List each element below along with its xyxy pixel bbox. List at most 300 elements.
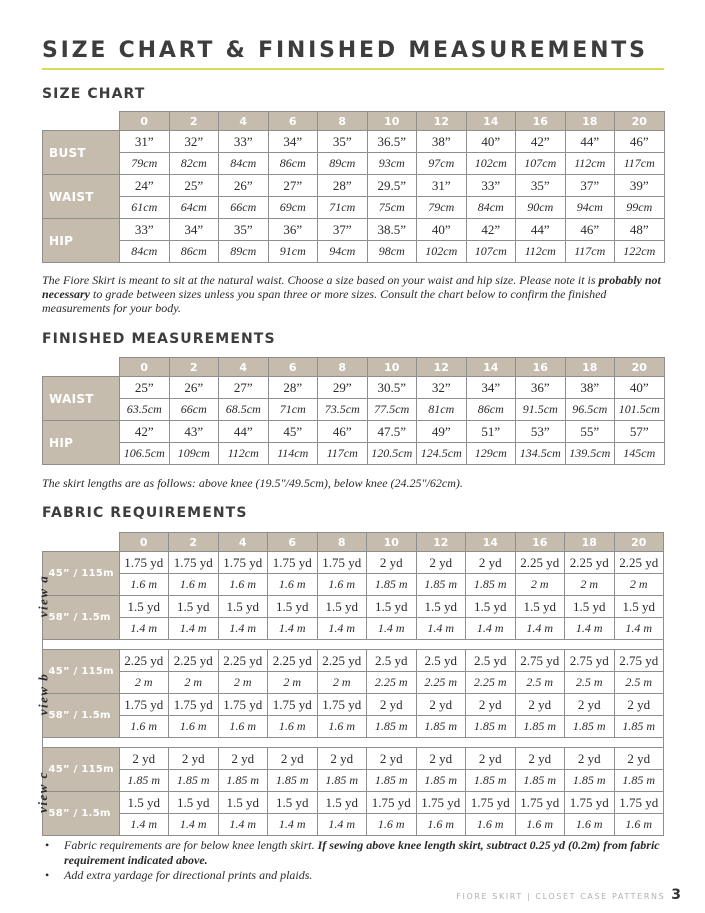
meter-cell: 1.4 m [119, 814, 169, 836]
imperial-cell: 47.5” [367, 421, 417, 443]
meter-cell: 1.6 m [515, 814, 565, 836]
imperial-cell: 27” [219, 377, 269, 399]
imperial-cell: 35” [516, 175, 566, 197]
size-header-14: 14 [466, 533, 516, 552]
yardage-cell: 1.5 yd [515, 596, 565, 618]
metric-cell: 117cm [615, 153, 665, 175]
meter-cell: 1.6 m [466, 814, 516, 836]
size-header-0: 0 [119, 533, 169, 552]
fabric-width-label: 45” / 115m [42, 552, 119, 596]
metric-cell: 82cm [169, 153, 219, 175]
yardage-cell: 1.5 yd [367, 596, 417, 618]
table-row [22, 792, 664, 814]
yardage-cell: 2 yd [466, 748, 516, 770]
yardage-cell: 2.25 yd [119, 650, 169, 672]
size-header-12: 12 [417, 358, 467, 377]
meter-cell: 1.4 m [317, 618, 367, 640]
view-label-text: view c [34, 770, 50, 813]
yardage-cell: 2 yd [466, 552, 516, 574]
meter-cell: 1.6 m [614, 814, 664, 836]
imperial-cell: 44” [516, 219, 566, 241]
table-row [43, 175, 665, 197]
imperial-cell: 44” [219, 421, 269, 443]
fabric-notes-list [42, 838, 672, 883]
metric-cell: 120.5cm [367, 443, 417, 465]
yardage-cell: 2 yd [416, 694, 466, 716]
yardage-cell: 1.5 yd [614, 596, 664, 618]
yardage-cell: 2.5 yd [416, 650, 466, 672]
imperial-cell: 37” [565, 175, 615, 197]
meter-cell: 2 m [515, 574, 565, 596]
imperial-cell: 36” [268, 219, 318, 241]
corner-cell [43, 358, 120, 377]
size-header-6: 6 [268, 533, 318, 552]
yardage-cell: 1.5 yd [119, 596, 169, 618]
skirt-length-note: The skirt lengths are as follows: above knee (19.5"/49.5cm), below knee (24.25"/62cm). [42, 476, 463, 490]
meter-cell: 1.4 m [218, 618, 268, 640]
yardage-cell: 2.75 yd [565, 650, 615, 672]
yardage-cell: 2 yd [218, 748, 268, 770]
table-row [22, 672, 664, 694]
meter-cell: 1.4 m [218, 814, 268, 836]
metric-cell: 84cm [120, 241, 170, 263]
meter-cell: 1.6 m [119, 716, 169, 738]
meter-cell: 1.6 m [218, 716, 268, 738]
yardage-cell: 2 yd [367, 694, 417, 716]
size-header-20: 20 [615, 112, 665, 131]
size-header-16: 16 [515, 533, 565, 552]
meter-cell: 1.85 m [268, 770, 318, 792]
imperial-cell: 26” [169, 377, 219, 399]
metric-cell: 102cm [417, 241, 467, 263]
meter-cell: 1.85 m [466, 574, 516, 596]
finished-measurements-heading: FINISHED MEASUREMENTS [42, 331, 276, 347]
yardage-cell: 2 yd [416, 552, 466, 574]
yardage-cell: 2 yd [515, 748, 565, 770]
size-header-2: 2 [169, 358, 219, 377]
page-title: SIZE CHART & FINISHED MEASUREMENTS [42, 38, 648, 63]
metric-cell: 71cm [268, 399, 318, 421]
metric-cell: 81cm [417, 399, 467, 421]
size-header-18: 18 [565, 112, 615, 131]
yardage-cell: 2.25 yd [218, 650, 268, 672]
meter-cell: 1.4 m [268, 618, 318, 640]
imperial-cell: 29” [318, 377, 368, 399]
imperial-cell: 40” [466, 131, 516, 153]
imperial-cell: 28” [268, 377, 318, 399]
meter-cell: 1.85 m [614, 716, 664, 738]
imperial-cell: 27” [268, 175, 318, 197]
imperial-cell: 46” [615, 131, 665, 153]
meter-cell: 1.6 m [367, 814, 417, 836]
size-header-12: 12 [417, 112, 467, 131]
size-header-4: 4 [219, 112, 269, 131]
metric-cell: 77.5cm [367, 399, 417, 421]
imperial-cell: 35” [318, 131, 368, 153]
metric-cell: 91.5cm [516, 399, 566, 421]
metric-cell: 107cm [516, 153, 566, 175]
imperial-cell: 46” [565, 219, 615, 241]
metric-cell: 71cm [318, 197, 368, 219]
metric-cell: 66cm [219, 197, 269, 219]
yardage-cell: 1.5 yd [218, 792, 268, 814]
meter-cell: 2 m [317, 672, 367, 694]
yardage-cell: 1.5 yd [218, 596, 268, 618]
table-row [43, 421, 665, 443]
table-row [22, 770, 664, 792]
imperial-cell: 33” [219, 131, 269, 153]
size-header-20: 20 [615, 358, 665, 377]
size-header-0: 0 [120, 112, 170, 131]
yardage-cell: 2 yd [119, 748, 169, 770]
meter-cell: 1.85 m [416, 716, 466, 738]
corner-cell [42, 533, 119, 552]
metric-cell: 73.5cm [318, 399, 368, 421]
metric-cell: 84cm [219, 153, 269, 175]
size-header-2: 2 [169, 112, 219, 131]
table-row [43, 131, 665, 153]
yardage-cell: 2 yd [268, 748, 318, 770]
yardage-cell: 2 yd [317, 748, 367, 770]
imperial-cell: 36.5” [367, 131, 417, 153]
yardage-cell: 1.5 yd [268, 596, 318, 618]
imperial-cell: 34” [268, 131, 318, 153]
imperial-cell: 49” [417, 421, 467, 443]
meter-cell: 1.4 m [515, 618, 565, 640]
imperial-cell: 35” [219, 219, 269, 241]
yardage-cell: 2 yd [466, 694, 516, 716]
meter-cell: 1.85 m [565, 716, 615, 738]
table-row [43, 377, 665, 399]
imperial-cell: 40” [417, 219, 467, 241]
meter-cell: 1.4 m [367, 618, 417, 640]
meter-cell: 1.6 m [317, 716, 367, 738]
fabric-requirements-heading: FABRIC REQUIREMENTS [42, 505, 248, 521]
meter-cell: 1.85 m [466, 716, 516, 738]
corner-cell [43, 112, 120, 131]
meter-cell: 1.85 m [466, 770, 516, 792]
meter-cell: 1.85 m [416, 574, 466, 596]
size-header-6: 6 [268, 112, 318, 131]
meter-cell: 1.85 m [565, 770, 615, 792]
fabric-note-item: • Fabric requirements are for below knee length skirt. If sewing above knee length skirt, subtract 0.25 yd (0.2m) from fabric requirement indicated above. [42, 838, 672, 868]
metric-cell: 94cm [318, 241, 368, 263]
meter-cell: 1.4 m [268, 814, 318, 836]
imperial-cell: 36” [516, 377, 566, 399]
imperial-cell: 31” [417, 175, 467, 197]
view-label [22, 552, 51, 640]
imperial-cell: 37” [318, 219, 368, 241]
meter-cell: 2 m [169, 672, 219, 694]
fabric-width-label: 58” / 1.5m [42, 596, 119, 640]
yardage-cell: 1.5 yd [317, 596, 367, 618]
table-row [43, 153, 665, 175]
imperial-cell: 28” [318, 175, 368, 197]
meter-cell: 1.85 m [317, 770, 367, 792]
metric-cell: 63.5cm [120, 399, 170, 421]
row-label: WAIST [43, 377, 120, 421]
metric-cell: 96.5cm [565, 399, 615, 421]
meter-cell: 2.5 m [614, 672, 664, 694]
metric-cell: 93cm [367, 153, 417, 175]
spacer-cell [22, 738, 42, 748]
yardage-cell: 2.25 yd [268, 650, 318, 672]
meter-cell: 1.85 m [367, 574, 417, 596]
meter-cell: 1.6 m [169, 574, 219, 596]
yardage-cell: 2 yd [169, 748, 219, 770]
imperial-cell: 34” [169, 219, 219, 241]
fabric-width-label: 58” / 1.5m [42, 694, 119, 738]
metric-cell: 122cm [615, 241, 665, 263]
meter-cell: 1.85 m [515, 770, 565, 792]
yardage-cell: 1.75 yd [416, 792, 466, 814]
row-label: HIP [43, 219, 120, 263]
yardage-cell: 2.25 yd [169, 650, 219, 672]
yardage-cell: 1.5 yd [416, 596, 466, 618]
imperial-cell: 40” [615, 377, 665, 399]
metric-cell: 68.5cm [219, 399, 269, 421]
spacer-cell [42, 640, 664, 650]
row-label: BUST [43, 131, 120, 175]
metric-cell: 97cm [417, 153, 467, 175]
fabric-width-label: 45” / 115m [42, 650, 119, 694]
yardage-cell: 1.75 yd [614, 792, 664, 814]
metric-cell: 61cm [120, 197, 170, 219]
meter-cell: 1.6 m [416, 814, 466, 836]
row-spacer [22, 640, 664, 650]
meter-cell: 1.85 m [515, 716, 565, 738]
imperial-cell: 53” [516, 421, 566, 443]
metric-cell: 139.5cm [565, 443, 615, 465]
imperial-cell: 46” [318, 421, 368, 443]
meter-cell: 1.4 m [169, 814, 219, 836]
metric-cell: 107cm [466, 241, 516, 263]
meter-cell: 1.4 m [416, 618, 466, 640]
metric-cell: 129cm [466, 443, 516, 465]
imperial-cell: 34” [466, 377, 516, 399]
row-label: WAIST [43, 175, 120, 219]
size-header-2: 2 [169, 533, 219, 552]
size-header-8: 8 [317, 533, 367, 552]
size-header-14: 14 [466, 112, 516, 131]
meter-cell: 2 m [119, 672, 169, 694]
yardage-cell: 1.5 yd [119, 792, 169, 814]
yardage-cell: 2 yd [416, 748, 466, 770]
metric-cell: 79cm [417, 197, 467, 219]
metric-cell: 117cm [565, 241, 615, 263]
imperial-cell: 57” [615, 421, 665, 443]
page-footer [456, 884, 681, 903]
page-number: 3 [671, 887, 681, 903]
yardage-cell: 2.25 yd [515, 552, 565, 574]
metric-cell: 112cm [565, 153, 615, 175]
yardage-cell: 1.5 yd [169, 792, 219, 814]
metric-cell: 64cm [169, 197, 219, 219]
metric-cell: 86cm [268, 153, 318, 175]
size-header-20: 20 [614, 533, 664, 552]
size-header-8: 8 [318, 358, 368, 377]
yardage-cell: 1.75 yd [367, 792, 417, 814]
metric-cell: 90cm [516, 197, 566, 219]
imperial-cell: 31” [120, 131, 170, 153]
yardage-cell: 1.5 yd [565, 596, 615, 618]
meter-cell: 1.4 m [119, 618, 169, 640]
yardage-cell: 1.75 yd [218, 694, 268, 716]
metric-cell: 69cm [268, 197, 318, 219]
yardage-cell: 1.75 yd [317, 694, 367, 716]
yardage-cell: 2.25 yd [614, 552, 664, 574]
size-header-18: 18 [565, 358, 615, 377]
imperial-cell: 25” [169, 175, 219, 197]
yardage-cell: 2 yd [367, 552, 417, 574]
yardage-cell: 2.75 yd [515, 650, 565, 672]
table-row [43, 399, 665, 421]
meter-cell: 2 m [218, 672, 268, 694]
imperial-cell: 38” [417, 131, 467, 153]
yardage-cell: 1.5 yd [317, 792, 367, 814]
table-row [43, 219, 665, 241]
size-header-12: 12 [416, 533, 466, 552]
size-chart-table [42, 111, 665, 263]
size-header-8: 8 [318, 112, 368, 131]
yardage-cell: 1.75 yd [218, 552, 268, 574]
meter-cell: 1.6 m [317, 574, 367, 596]
metric-cell: 86cm [466, 399, 516, 421]
meter-cell: 1.85 m [119, 770, 169, 792]
size-header-18: 18 [565, 533, 615, 552]
meter-cell: 1.6 m [119, 574, 169, 596]
size-header-10: 10 [367, 358, 417, 377]
table-row [43, 443, 665, 465]
meter-cell: 1.6 m [218, 574, 268, 596]
meter-cell: 1.85 m [416, 770, 466, 792]
fabric-note-item: • Add extra yardage for directional prints and plaids. [42, 868, 672, 883]
metric-cell: 101.5cm [615, 399, 665, 421]
imperial-cell: 30.5” [367, 377, 417, 399]
size-chart-heading: SIZE CHART [42, 86, 146, 102]
yardage-cell: 1.75 yd [169, 552, 219, 574]
yardage-cell: 2.5 yd [466, 650, 516, 672]
yardage-cell: 1.5 yd [169, 596, 219, 618]
view-label-text: view b [35, 672, 51, 715]
metric-cell: 66cm [169, 399, 219, 421]
size-header-10: 10 [367, 533, 417, 552]
imperial-cell: 42” [466, 219, 516, 241]
meter-cell: 1.6 m [268, 716, 318, 738]
yardage-cell: 2.25 yd [317, 650, 367, 672]
imperial-cell: 44” [565, 131, 615, 153]
yardage-cell: 1.75 yd [515, 792, 565, 814]
yardage-cell: 1.75 yd [317, 552, 367, 574]
imperial-cell: 38.5” [367, 219, 417, 241]
yardage-cell: 1.75 yd [565, 792, 615, 814]
yardage-cell: 2 yd [614, 694, 664, 716]
imperial-cell: 42” [120, 421, 170, 443]
metric-cell: 75cm [367, 197, 417, 219]
size-header-14: 14 [466, 358, 516, 377]
imperial-cell: 48” [615, 219, 665, 241]
meter-cell: 2.25 m [466, 672, 516, 694]
yardage-cell: 2.25 yd [565, 552, 615, 574]
yardage-cell: 1.5 yd [466, 596, 516, 618]
metric-cell: 109cm [169, 443, 219, 465]
size-header-4: 4 [218, 533, 268, 552]
row-label: HIP [43, 421, 120, 465]
meter-cell: 1.85 m [367, 716, 417, 738]
title-underline [42, 68, 664, 70]
metric-cell: 98cm [367, 241, 417, 263]
meter-cell: 1.6 m [169, 716, 219, 738]
meter-cell: 1.4 m [169, 618, 219, 640]
imperial-cell: 32” [417, 377, 467, 399]
metric-cell: 102cm [466, 153, 516, 175]
size-header-16: 16 [516, 358, 566, 377]
yardage-cell: 1.75 yd [268, 552, 318, 574]
corner-cell [22, 533, 42, 552]
spacer-cell [42, 738, 664, 748]
meter-cell: 2 m [565, 574, 615, 596]
metric-cell: 84cm [466, 197, 516, 219]
imperial-cell: 26” [219, 175, 269, 197]
table-row [43, 197, 665, 219]
yardage-cell: 2 yd [515, 694, 565, 716]
metric-cell: 99cm [615, 197, 665, 219]
yardage-cell: 2 yd [565, 748, 615, 770]
meter-cell: 2.5 m [515, 672, 565, 694]
meter-cell: 2.25 m [416, 672, 466, 694]
imperial-cell: 43” [169, 421, 219, 443]
meter-cell: 1.85 m [367, 770, 417, 792]
size-header-0: 0 [120, 358, 170, 377]
meter-cell: 1.4 m [317, 814, 367, 836]
metric-cell: 94cm [565, 197, 615, 219]
imperial-cell: 39” [615, 175, 665, 197]
yardage-cell: 1.75 yd [119, 552, 169, 574]
imperial-cell: 24” [120, 175, 170, 197]
metric-cell: 112cm [516, 241, 566, 263]
yardage-cell: 2.5 yd [367, 650, 417, 672]
fabric-width-label: 45” / 115m [42, 748, 119, 792]
imperial-cell: 51” [466, 421, 516, 443]
yardage-cell: 2 yd [614, 748, 664, 770]
meter-cell: 1.85 m [614, 770, 664, 792]
imperial-cell: 38” [565, 377, 615, 399]
table-row [22, 596, 664, 618]
metric-cell: 106.5cm [120, 443, 170, 465]
metric-cell: 112cm [219, 443, 269, 465]
size-chart-note: The Fiore Skirt is meant to sit at the natural waist. Choose a size based on your waist and hip size. Please note it is probably not necessary to grade between sizes unless you span three or more sizes. Consult the chart below to confirm the finished measurements for your body. [42, 273, 661, 315]
metric-cell: 145cm [615, 443, 665, 465]
imperial-cell: 55” [565, 421, 615, 443]
yardage-cell: 1.5 yd [268, 792, 318, 814]
metric-cell: 91cm [268, 241, 318, 263]
imperial-cell: 33” [120, 219, 170, 241]
table-row [22, 748, 664, 770]
finished-measurements-table [42, 357, 665, 465]
metric-cell: 89cm [219, 241, 269, 263]
spacer-cell [22, 640, 42, 650]
yardage-cell: 1.75 yd [466, 792, 516, 814]
imperial-cell: 29.5” [367, 175, 417, 197]
imperial-cell: 32” [169, 131, 219, 153]
meter-cell: 2 m [268, 672, 318, 694]
view-label [22, 650, 51, 738]
metric-cell: 86cm [169, 241, 219, 263]
footer-label: FIORE SKIRT | CLOSET CASE PATTERNS [456, 892, 666, 901]
fabric-requirements-table [22, 532, 664, 836]
size-header-16: 16 [516, 112, 566, 131]
fabric-width-label: 58” / 1.5m [42, 792, 119, 836]
